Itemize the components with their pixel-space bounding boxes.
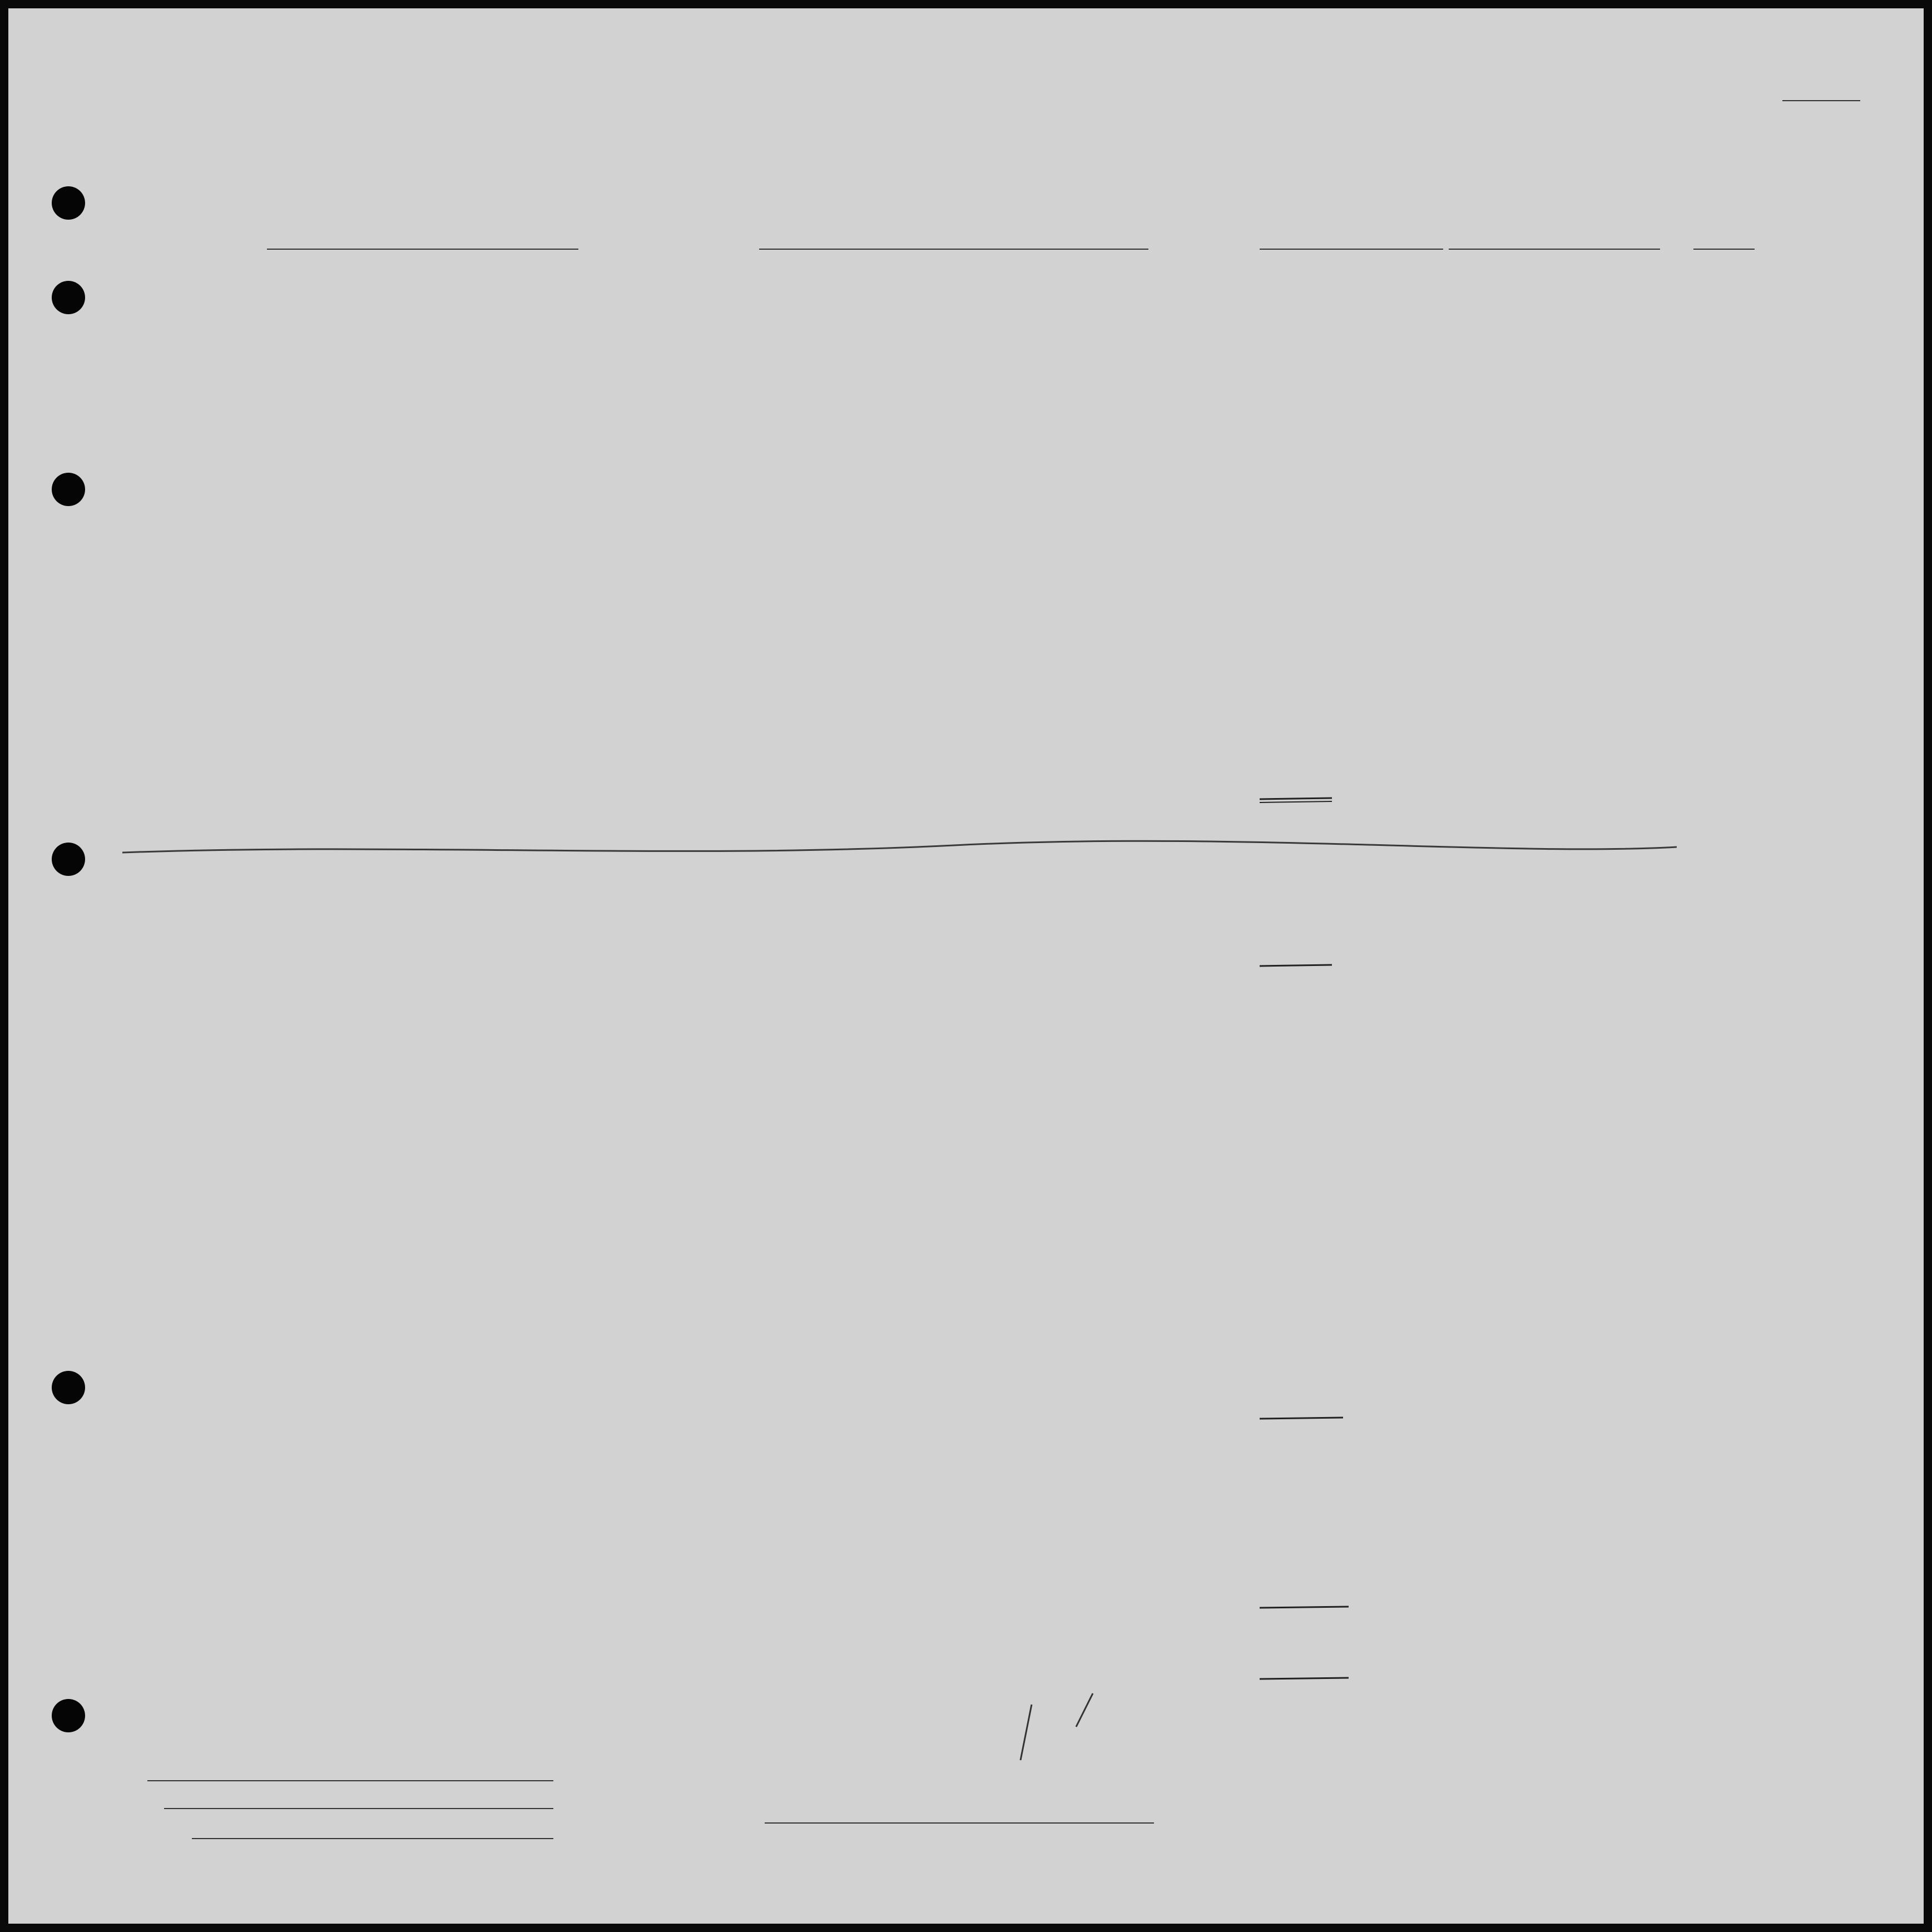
manifest-sheet [8, 8, 1924, 1924]
handwritten-marks [8, 8, 1924, 1924]
